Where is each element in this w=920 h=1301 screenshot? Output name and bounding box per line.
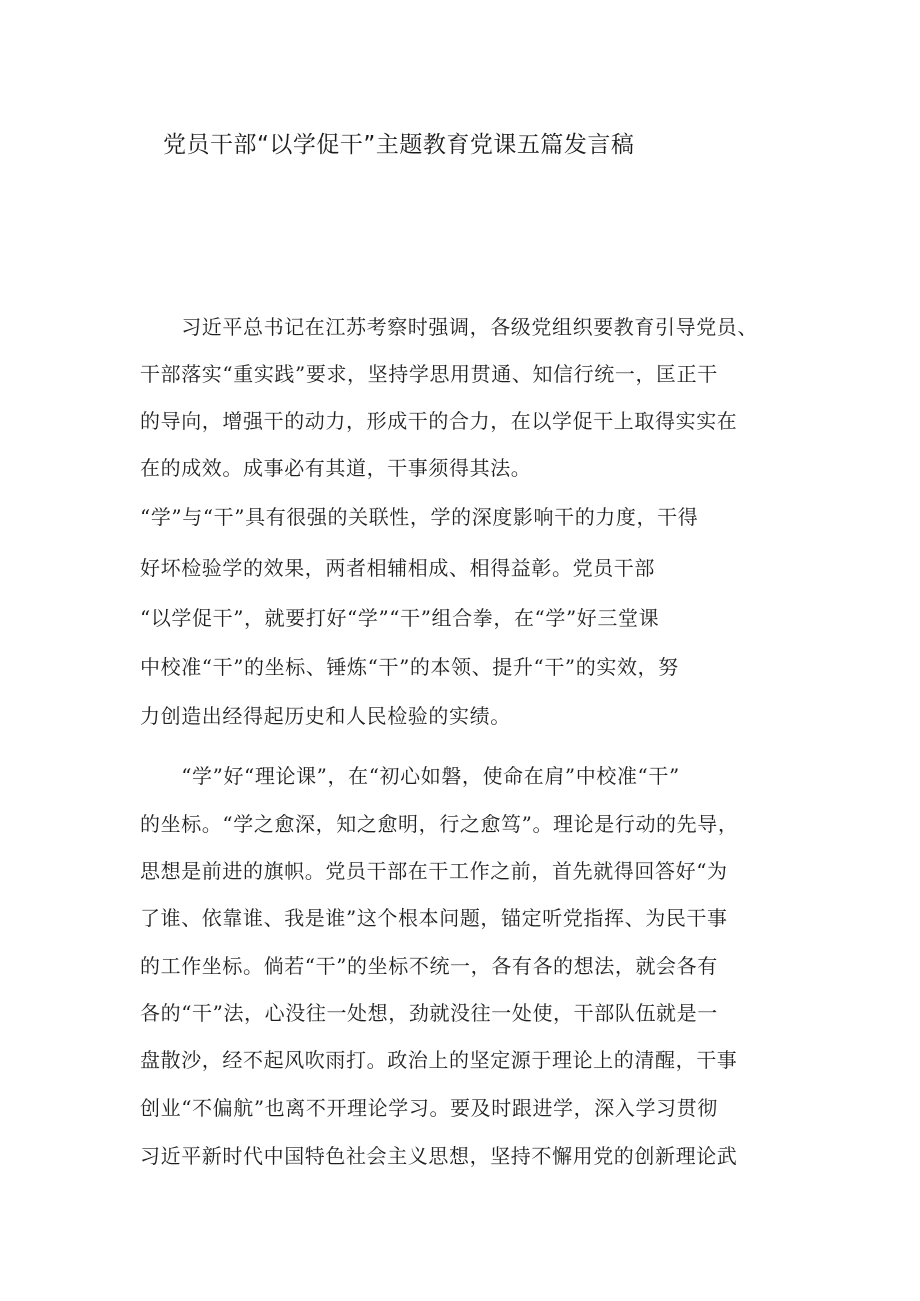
body-line: “学”与“干”具有很强的关联性，学的深度影响干的力度，干得	[140, 505, 699, 529]
body-line: 的导向，增强干的动力，形成干的合力，在以学促干上取得实实在	[140, 409, 738, 433]
body-line: 中校准“干”的坐标、锤炼“干”的本领、提升“干”的实效，努	[140, 655, 679, 679]
body-line: 的工作坐标。倘若“干”的坐标不统一，各有各的想法，就会各有	[140, 954, 718, 978]
body-line: 创业“不偏航”也离不开理论学习。要及时跟进学，深入学习贯彻	[140, 1096, 718, 1120]
body-line: 的坐标。“学之愈深，知之愈明，行之愈笃”。理论是行动的先导，	[140, 812, 739, 836]
body-line: “学”好“理论课”，在“初心如磐，使命在肩”中校准“干”	[140, 764, 680, 788]
body-line: 好坏检验学的效果，两者相辅相成、相得益彰。党员干部	[140, 556, 655, 580]
body-line: 习近平新时代中国特色社会主义思想，坚持不懈用党的创新理论武	[140, 1144, 738, 1168]
body-line: 干部落实“重实践”要求，坚持学思用贯通、知信行统一，匡正干	[140, 362, 718, 386]
body-line: 了谁、依靠谁、我是谁”这个根本问题，锚定听党指挥、为民干事	[140, 906, 728, 930]
body-line: 在的成效。成事必有其道，干事须得其法。	[140, 456, 532, 480]
body-line: “以学促干”，就要打好“学”“干”组合拳，在“学”好三堂课	[140, 606, 660, 630]
document-title: 党员干部“以学促干”主题教育党课五篇发言稿	[163, 132, 635, 158]
body-line: 各的“干”法，心没往一处想，劲就没往一处使，干部队伍就是一	[140, 1001, 718, 1025]
body-line: 力创造出经得起历史和人民检验的实绩。	[140, 704, 511, 728]
body-line: 习近平总书记在江苏考察时强调，各级党组织要教育引导党员、	[140, 315, 758, 339]
body-line: 盘散沙，经不起风吹雨打。政治上的坚定源于理论上的清醒，干事	[140, 1048, 738, 1072]
body-line: 思想是前进的旗帜。党员干部在干工作之前，首先就得回答好“为	[140, 859, 728, 883]
